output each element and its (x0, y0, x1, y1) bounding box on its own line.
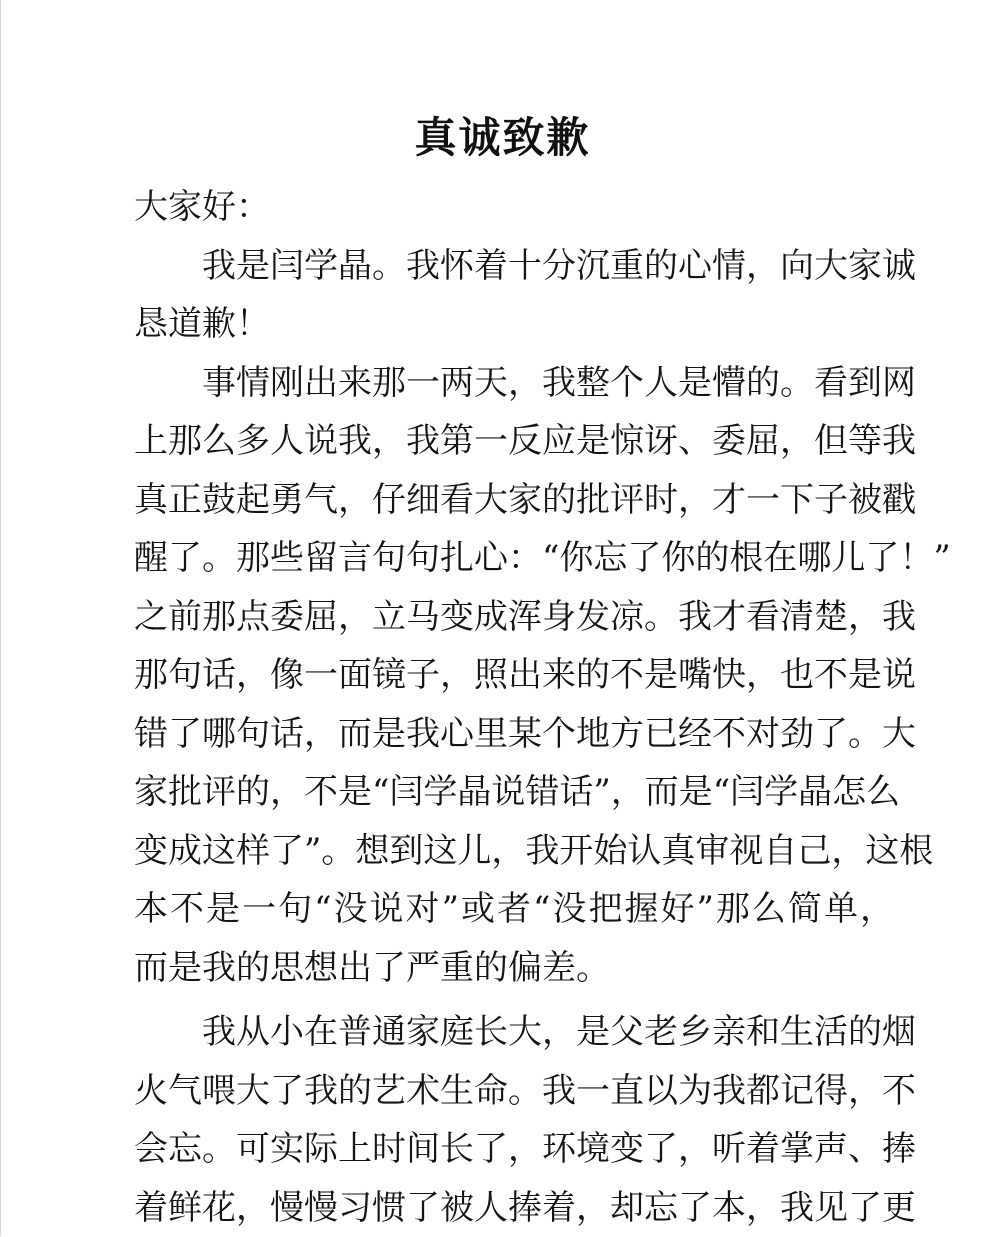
text-line: 醒了。那些留言句句扎心：“你忘了你的根在哪儿了！” (134, 529, 894, 588)
text-line: 事情刚出来那一两天，我整个人是懵的。看到网 (134, 354, 894, 413)
text-line: 那句话，像一面镜子，照出来的不是嘴快，也不是说 (134, 646, 894, 705)
text-line: 我从小在普通家庭长大，是父老乡亲和生活的烟 (134, 1003, 894, 1062)
document-title: 真诚致歉 (1, 108, 1004, 168)
text-line: 之前那点委屈，立马变成浑身发凉。我才看清楚，我 (134, 588, 894, 647)
text-line: 上那么多人说我，我第一反应是惊讶、委屈，但等我 (134, 412, 894, 471)
text-line: 真正鼓起勇气，仔细看大家的批评时，才一下子被戳 (134, 471, 894, 530)
text-line: 错了哪句话，而是我心里某个地方已经不对劲了。大 (134, 705, 894, 764)
text-line: 本不是一句“没说对”或者“没把握好”那么简单， (134, 880, 894, 939)
text-line: 我是闫学晶。我怀着十分沉重的心情，向大家诚 (134, 237, 894, 296)
text-line: 恳道歉！ (134, 295, 894, 354)
text-line: 变成这样了”。想到这儿，我开始认真审视自己，这根 (134, 822, 894, 881)
text-line: 火气喂大了我的艺术生命。我一直以为我都记得，不 (134, 1062, 894, 1121)
text-line: 家批评的，不是“闫学晶说错话”，而是“闫学晶怎么 (134, 763, 894, 822)
greeting-line: 大家好： (134, 178, 894, 237)
text-line: 着鲜花，慢慢习惯了被人捧着，却忘了本，我见了更 (134, 1179, 894, 1237)
text-line: 而是我的思想出了严重的偏差。 (134, 939, 894, 998)
text-line: 会忘。可实际上时间长了，环境变了，听着掌声、捧 (134, 1120, 894, 1179)
document-body (134, 178, 894, 1237)
